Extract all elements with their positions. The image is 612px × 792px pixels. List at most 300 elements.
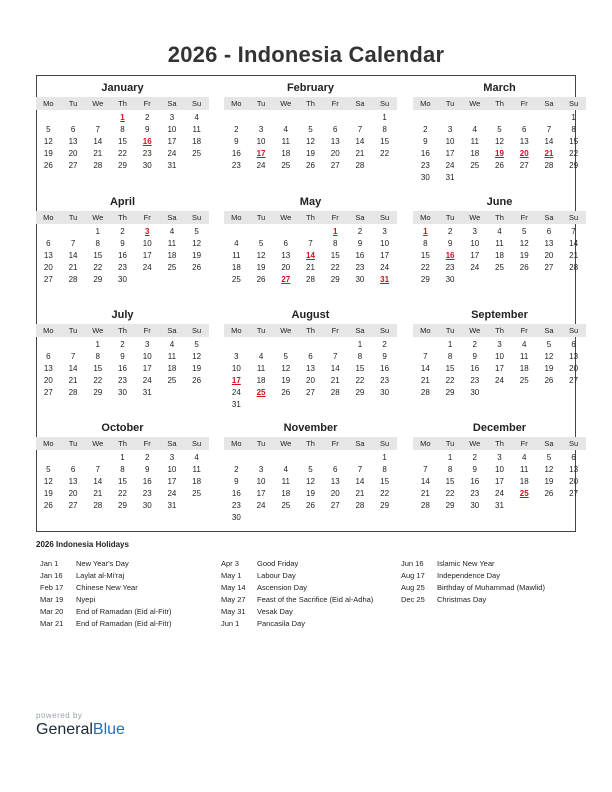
- day: 8: [120, 465, 125, 474]
- day: 8: [447, 465, 453, 474]
- day: 11: [256, 364, 266, 373]
- day: 26: [43, 501, 53, 510]
- day: 18: [281, 489, 291, 498]
- day: 23: [118, 263, 127, 272]
- holiday-date: May 27: [221, 595, 246, 604]
- day: 22: [445, 376, 455, 385]
- day: 3: [382, 227, 387, 236]
- day: 28: [68, 275, 78, 284]
- day: 26: [192, 263, 202, 272]
- day: 1: [120, 453, 125, 462]
- day: 8: [423, 239, 428, 248]
- weekday-header: [413, 324, 586, 337]
- day: 24: [256, 161, 266, 170]
- weekday-label: We: [469, 213, 481, 222]
- day: 14: [420, 364, 430, 373]
- day: 2: [120, 340, 125, 349]
- day: 23: [142, 149, 152, 158]
- weekday-label: Th: [306, 439, 315, 448]
- holiday-column-1: [40, 558, 171, 630]
- day: 5: [194, 340, 199, 349]
- weekday-label: We: [92, 99, 104, 108]
- day: 26: [256, 275, 266, 284]
- brand-logo: [36, 721, 125, 739]
- day: 15: [569, 137, 579, 146]
- day: 23: [118, 376, 127, 385]
- day: 18: [192, 137, 202, 146]
- empty-day: [413, 112, 438, 124]
- weekday-label: We: [280, 99, 292, 108]
- day: 8: [571, 125, 576, 134]
- day: 2: [144, 113, 150, 122]
- weekday-label: Su: [569, 439, 579, 448]
- weekday-header: [36, 97, 209, 110]
- weekday-header: [224, 211, 397, 224]
- day: 7: [95, 125, 100, 134]
- empty-day: [61, 452, 86, 464]
- month-title: January: [101, 82, 144, 94]
- day: 1: [447, 453, 453, 462]
- month-april: [36, 194, 209, 306]
- weekday-label: Th: [495, 326, 504, 335]
- day: 22: [93, 263, 103, 272]
- day: 18: [167, 364, 177, 373]
- day: 21: [355, 489, 365, 498]
- day: 13: [281, 251, 291, 260]
- month-june: [413, 194, 586, 306]
- day: 19: [544, 364, 554, 373]
- month-july: [36, 307, 209, 419]
- day: 30: [380, 388, 390, 397]
- day: 23: [231, 161, 241, 170]
- weekday-label: Tu: [445, 213, 455, 222]
- day: 20: [330, 489, 340, 498]
- day: 4: [194, 453, 199, 462]
- day: 13: [544, 239, 554, 248]
- brand-name-blue: Blue: [92, 721, 125, 738]
- day: 26: [192, 376, 202, 385]
- day: 19: [519, 251, 529, 260]
- day: 28: [355, 501, 365, 510]
- month-may: [224, 194, 397, 306]
- holiday-name: Christmas Day: [437, 595, 487, 604]
- holiday-day: 20: [519, 149, 529, 158]
- day: 5: [546, 453, 552, 462]
- day: 3: [497, 453, 502, 462]
- day: 22: [445, 489, 455, 498]
- empty-day: [273, 226, 298, 238]
- day: 2: [234, 125, 239, 134]
- day: 12: [544, 352, 554, 361]
- day: 15: [118, 477, 127, 486]
- day-grid: [36, 226, 209, 298]
- holiday-item: [221, 606, 373, 618]
- holiday-item: [40, 618, 171, 630]
- day: 5: [308, 465, 313, 474]
- weekday-label: We: [92, 213, 104, 222]
- empty-day: [348, 112, 373, 124]
- weekday-label: Th: [495, 213, 504, 222]
- day: 2: [234, 465, 239, 474]
- weekday-label: We: [469, 439, 481, 448]
- day: 5: [521, 227, 527, 236]
- day: 9: [472, 352, 477, 361]
- holiday-day: 17: [231, 376, 241, 385]
- holiday-item: [221, 558, 373, 570]
- day: 30: [118, 388, 127, 397]
- holiday-day: 17: [256, 149, 266, 158]
- day: 10: [495, 465, 504, 474]
- weekday-label: Mo: [43, 326, 54, 335]
- day: 17: [380, 251, 390, 260]
- day: 25: [470, 161, 480, 170]
- day: 30: [470, 388, 480, 397]
- holiday-date: Dec 25: [401, 595, 425, 604]
- holiday-name: Birthday of Muhammad (Mawlid): [437, 583, 545, 592]
- day: 13: [43, 364, 53, 373]
- day: 9: [472, 465, 477, 474]
- day: 16: [118, 251, 127, 260]
- day: 14: [93, 137, 103, 146]
- brand-name-general: General: [36, 721, 93, 738]
- empty-day: [323, 339, 348, 351]
- weekday-label: Fr: [520, 439, 528, 448]
- day: 29: [118, 161, 127, 170]
- day: 15: [380, 137, 390, 146]
- holiday-item: [401, 594, 545, 606]
- holiday-day: 19: [495, 149, 504, 158]
- day: 2: [472, 453, 477, 462]
- day: 30: [470, 501, 480, 510]
- empty-day: [224, 452, 249, 464]
- day: 2: [423, 125, 428, 134]
- day: 8: [382, 125, 387, 134]
- day: 12: [495, 137, 504, 146]
- day: 24: [142, 263, 152, 272]
- day: 11: [495, 239, 504, 248]
- day: 4: [283, 465, 288, 474]
- day: 5: [283, 352, 288, 361]
- weekday-label: Th: [118, 213, 127, 222]
- weekday-label: Sa: [355, 213, 365, 222]
- day: 11: [192, 465, 201, 474]
- day: 26: [544, 489, 554, 498]
- day: 1: [357, 340, 363, 349]
- day: 3: [144, 340, 150, 349]
- holiday-date: Feb 17: [40, 583, 64, 592]
- day: 23: [380, 376, 390, 385]
- day: 12: [43, 137, 53, 146]
- day: 18: [495, 251, 504, 260]
- day: 28: [306, 275, 315, 284]
- day: 13: [569, 352, 579, 361]
- day-grid: [36, 339, 209, 411]
- day: 20: [43, 376, 53, 385]
- weekday-label: Th: [306, 326, 315, 335]
- day: 31: [445, 173, 455, 182]
- weekday-header: [224, 437, 397, 450]
- weekday-label: Mo: [231, 99, 242, 108]
- month-title: April: [109, 196, 136, 208]
- day: 29: [380, 501, 390, 510]
- weekday-label: Su: [192, 326, 202, 335]
- day: 18: [519, 364, 529, 373]
- day: 13: [519, 137, 529, 146]
- day: 11: [470, 137, 479, 146]
- day: 3: [169, 113, 175, 122]
- day: 1: [95, 340, 100, 349]
- day: 5: [546, 340, 552, 349]
- month-title: June: [486, 196, 513, 208]
- day: 19: [192, 251, 202, 260]
- day: 16: [470, 477, 480, 486]
- day: 3: [169, 453, 175, 462]
- day: 24: [256, 501, 266, 510]
- day: 18: [256, 376, 266, 385]
- weekday-label: We: [280, 326, 292, 335]
- day: 9: [120, 239, 125, 248]
- holiday-name: Labour Day: [257, 571, 296, 580]
- day: 17: [445, 149, 455, 158]
- day: 31: [495, 501, 504, 510]
- day: 11: [232, 251, 241, 260]
- day: 24: [445, 161, 455, 170]
- day: 18: [167, 251, 177, 260]
- day: 12: [192, 352, 202, 361]
- weekday-label: Su: [569, 99, 579, 108]
- day: 29: [569, 161, 579, 170]
- month-title: August: [291, 309, 330, 321]
- day: 22: [118, 149, 127, 158]
- empty-day: [462, 112, 487, 124]
- month-title: October: [101, 422, 144, 434]
- weekday-label: Su: [569, 326, 579, 335]
- day: 6: [46, 239, 51, 248]
- day: 25: [495, 263, 504, 272]
- weekday-label: Th: [495, 99, 504, 108]
- month-january: [36, 80, 209, 192]
- day: 14: [68, 364, 78, 373]
- holiday-day: 3: [144, 227, 150, 236]
- day: 6: [571, 453, 576, 462]
- day: 20: [281, 263, 291, 272]
- day: 16: [231, 489, 241, 498]
- month-title: March: [483, 82, 516, 94]
- day: 11: [192, 125, 201, 134]
- day: 27: [43, 388, 53, 397]
- day: 6: [546, 227, 552, 236]
- day: 4: [521, 340, 527, 349]
- day: 22: [420, 263, 430, 272]
- weekday-label: Sa: [355, 439, 365, 448]
- holiday-item: [401, 582, 545, 594]
- weekday-label: Su: [192, 439, 202, 448]
- holiday-day: 25: [256, 388, 266, 397]
- day: 2: [144, 453, 150, 462]
- day: 31: [231, 400, 241, 409]
- footer-logo: [36, 711, 125, 739]
- day: 15: [93, 251, 103, 260]
- weekday-label: We: [92, 326, 104, 335]
- weekday-label: Su: [192, 99, 202, 108]
- day: 20: [68, 149, 78, 158]
- empty-day: [537, 112, 562, 124]
- empty-day: [249, 226, 274, 238]
- weekday-label: Sa: [544, 99, 554, 108]
- day: 23: [420, 161, 430, 170]
- holiday-item: [40, 606, 171, 618]
- weekday-label: Sa: [355, 99, 365, 108]
- day: 9: [423, 137, 428, 146]
- day: 3: [258, 125, 264, 134]
- day: 11: [167, 352, 177, 361]
- day: 28: [544, 161, 554, 170]
- day: 27: [569, 489, 579, 498]
- month-november: [224, 420, 397, 532]
- day: 1: [571, 113, 576, 122]
- holiday-date: Aug 25: [401, 583, 425, 592]
- day: 15: [445, 477, 455, 486]
- day: 11: [520, 465, 529, 474]
- day: 16: [231, 149, 241, 158]
- day: 12: [256, 251, 266, 260]
- weekday-label: Tu: [445, 326, 455, 335]
- day: 30: [231, 513, 241, 522]
- holiday-date: Jan 16: [40, 571, 63, 580]
- month-december: [413, 420, 586, 532]
- weekday-label: Sa: [167, 439, 177, 448]
- weekday-label: Sa: [544, 439, 554, 448]
- day: 9: [144, 465, 150, 474]
- day: 14: [569, 239, 579, 248]
- day: 3: [497, 340, 502, 349]
- day: 19: [256, 263, 266, 272]
- day: 20: [306, 376, 315, 385]
- day: 13: [306, 364, 315, 373]
- weekday-label: Mo: [420, 213, 431, 222]
- day: 25: [167, 376, 177, 385]
- empty-day: [85, 112, 110, 124]
- day: 11: [167, 239, 177, 248]
- day: 31: [142, 388, 152, 397]
- day: 9: [144, 125, 150, 134]
- day: 25: [167, 263, 177, 272]
- holiday-name: Good Friday: [257, 559, 299, 568]
- holiday-date: Jun 16: [401, 559, 424, 568]
- weekday-header: [224, 324, 397, 337]
- day: 8: [332, 239, 338, 248]
- day: 3: [258, 465, 264, 474]
- day: 17: [495, 477, 504, 486]
- holiday-item: [221, 570, 373, 582]
- day: 4: [169, 340, 175, 349]
- weekday-label: We: [280, 213, 292, 222]
- day: 2: [120, 227, 125, 236]
- day: 22: [569, 149, 579, 158]
- day: 12: [306, 477, 315, 486]
- day: 28: [569, 263, 579, 272]
- day-grid: [36, 112, 209, 184]
- weekday-label: Th: [118, 99, 127, 108]
- weekday-label: We: [469, 99, 481, 108]
- empty-day: [249, 112, 274, 124]
- day: 10: [470, 239, 480, 248]
- holiday-day: 14: [306, 251, 315, 260]
- holiday-day: 16: [142, 137, 152, 146]
- month-title: November: [283, 422, 338, 434]
- weekday-label: Fr: [143, 213, 151, 222]
- day: 16: [420, 149, 430, 158]
- day: 18: [281, 149, 291, 158]
- empty-day: [487, 112, 512, 124]
- day: 5: [258, 239, 264, 248]
- holiday-item: [221, 594, 373, 606]
- day: 10: [142, 239, 152, 248]
- day: 17: [142, 251, 152, 260]
- empty-day: [224, 112, 249, 124]
- weekday-label: Mo: [420, 326, 431, 335]
- holiday-date: Mar 19: [40, 595, 64, 604]
- day: 7: [357, 125, 363, 134]
- day: 22: [355, 376, 365, 385]
- day: 25: [192, 489, 202, 498]
- empty-day: [413, 452, 438, 464]
- day: 1: [382, 113, 387, 122]
- empty-day: [298, 226, 323, 238]
- day: 6: [521, 125, 527, 134]
- holiday-date: May 31: [221, 607, 246, 616]
- holiday-name: Ascension Day: [257, 583, 308, 592]
- weekday-label: Th: [495, 439, 504, 448]
- weekday-label: Tu: [256, 99, 266, 108]
- day: 29: [420, 275, 430, 284]
- day: 20: [43, 263, 53, 272]
- weekday-label: Fr: [520, 213, 528, 222]
- weekday-label: Tu: [68, 439, 78, 448]
- day: 3: [234, 352, 239, 361]
- weekday-label: Su: [569, 213, 579, 222]
- day: 19: [281, 376, 291, 385]
- day: 19: [43, 149, 53, 158]
- holiday-date: Aug 17: [401, 571, 425, 580]
- holidays-title: 2026 Indonesia Holidays: [36, 540, 129, 549]
- empty-day: [298, 452, 323, 464]
- day: 6: [46, 352, 51, 361]
- day: 15: [420, 251, 430, 260]
- day: 14: [420, 477, 430, 486]
- day: 27: [68, 501, 78, 510]
- holiday-day: 1: [120, 113, 125, 122]
- month-title: July: [111, 309, 134, 321]
- day: 7: [546, 125, 552, 134]
- day: 21: [420, 376, 430, 385]
- weekday-header: [36, 437, 209, 450]
- weekday-label: Fr: [520, 99, 528, 108]
- day: 18: [519, 477, 529, 486]
- months-grid: [36, 80, 579, 530]
- day: 18: [231, 263, 241, 272]
- day: 15: [118, 137, 127, 146]
- empty-day: [224, 339, 249, 351]
- day: 13: [330, 477, 340, 486]
- holiday-date: Jan 1: [40, 559, 59, 568]
- day: 12: [519, 239, 529, 248]
- empty-day: [61, 112, 86, 124]
- empty-day: [36, 452, 61, 464]
- empty-day: [85, 452, 110, 464]
- day: 19: [544, 477, 554, 486]
- empty-day: [273, 112, 298, 124]
